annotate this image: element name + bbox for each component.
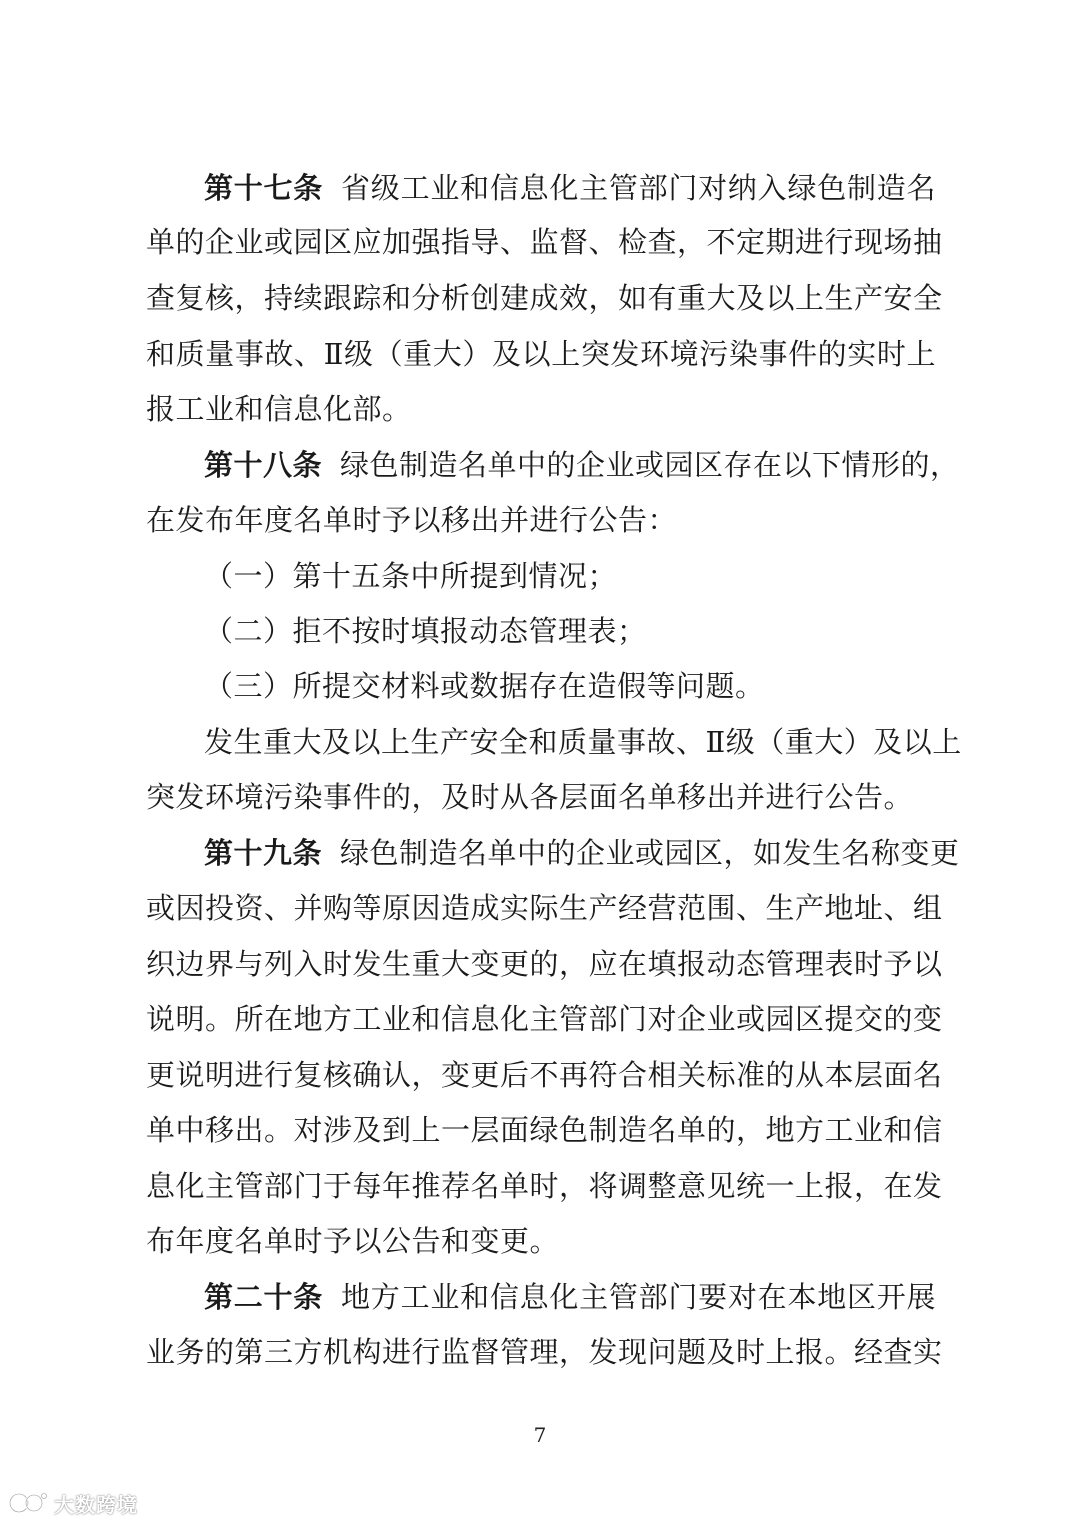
article-17-line-4: 和质量事故、Ⅱ级（重大）及以上突发环境污染事件的实时上: [146, 337, 936, 371]
article-18-line-2: 在发布年度名单时予以移出并进行公告：: [146, 503, 678, 537]
article-17-first-text: 省级工业和信息化主管部门对纳入绿色制造名: [341, 171, 936, 205]
article-20-first-text: 地方工业和信息化主管部门要对在本地区开展: [341, 1280, 936, 1314]
article-19-line-7: 息化主管部门于每年推荐名单时，将调整意见统一上报，在发: [146, 1169, 943, 1203]
article-18-label: 第十八条: [204, 448, 323, 482]
article-18-first-line: [204, 445, 960, 485]
article-19-label: 第十九条: [204, 836, 323, 870]
article-20-label: 第二十条: [204, 1280, 324, 1314]
article-19-first-line: [204, 833, 960, 873]
article-18-paragraph-first-line: 发生重大及以上生产安全和质量事故、Ⅱ级（重大）及以上: [204, 725, 962, 759]
article-19-line-3: 织边界与列入时发生重大变更的，应在填报动态管理表时予以: [146, 947, 943, 981]
watermark: [8, 1488, 138, 1518]
article-18-item-2: （二）拒不按时填报动态管理表；: [204, 614, 647, 648]
article-19-line-6: 单中移出。对涉及到上一层面绿色制造名单的，地方工业和信: [146, 1113, 943, 1147]
article-19-line-2: 或因投资、并购等原因造成实际生产经营范围、生产地址、组: [146, 891, 943, 925]
article-18-item-3: （三）所提交材料或数据存在造假等问题。: [204, 669, 765, 703]
watermark-text: 大数跨境: [54, 1492, 138, 1517]
article-18-first-text: 绿色制造名单中的企业或园区存在以下情形的，: [340, 448, 960, 482]
watermark-logo-icon: [8, 1490, 48, 1516]
article-19-line-4: 说明。所在地方工业和信息化主管部门对企业或园区提交的变: [146, 1002, 943, 1036]
article-17-line-2: 单的企业或园区应加强指导、监督、检查，不定期进行现场抽: [146, 225, 943, 259]
article-18-item-1: （一）第十五条中所提到情况；: [204, 559, 618, 593]
article-17-first-line: [204, 168, 936, 208]
article-18-paragraph-line-2: 突发环境污染事件的，及时从各层面名单移出并进行公告。: [146, 780, 914, 814]
article-19-first-text: 绿色制造名单中的企业或园区，如发生名称变更: [340, 836, 960, 870]
page-number: 7: [533, 1423, 547, 1447]
article-17-line-5: 报工业和信息化部。: [146, 392, 412, 426]
article-19-line-8: 布年度名单时予以公告和变更。: [146, 1224, 560, 1258]
article-20-first-line: [204, 1277, 936, 1317]
article-20-line-2: 业务的第三方机构进行监督管理，发现问题及时上报。经查实: [146, 1335, 943, 1369]
article-17-line-3: 查复核，持续跟踪和分析创建成效，如有重大及以上生产安全: [146, 281, 943, 315]
article-17-label: 第十七条: [204, 171, 324, 205]
article-19-line-5: 更说明进行复核确认，变更后不再符合相关标准的从本层面名: [146, 1058, 943, 1092]
